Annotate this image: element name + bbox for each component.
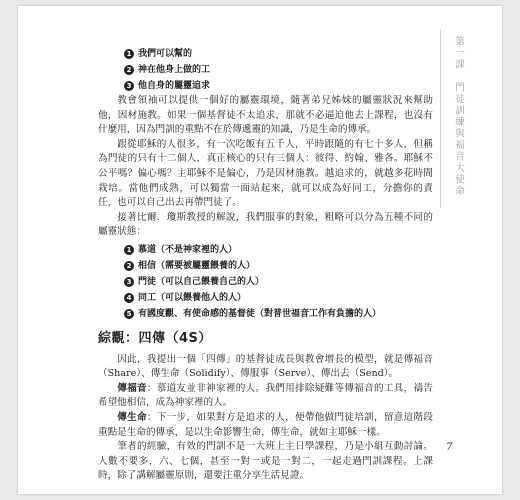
number-badge: 3: [124, 81, 134, 91]
list-item: 2 相信（需要被屬靈餵養的人）: [124, 258, 433, 274]
number-badge: 5: [124, 309, 134, 319]
list-item: 4 同工（可以餵養他人的人）: [124, 290, 433, 306]
paragraph: 傳福音：慕道友並非神家裡的人。我們用排除疑難等傳福音的工具，禱告希望他相信，成為神家裡的人。: [98, 382, 434, 409]
paragraph: 跟從耶穌的人很多，有一次吃飯有五千人，平時跟隨的有七十多人，但稱為門徒的只有十二個人，真正核心的只有三個人：彼得、約翰、雅各。耶穌不公平嗎？偏心嗎？主耶穌不是偏心，乃是因材施教。越追求的，就越多花時間栽培。當他們成熟，可以獨當一面站起來，就可以成為好同工，分擔你的責任，也可以自己出去再帶門徒了。: [98, 138, 433, 209]
list-item: 5 有國度觀、有使命感的基督徒（對普世福音工作有負擔的人）: [124, 306, 433, 322]
paragraph: 傳生命：下一步，如果對方是追求的人，便帶他做門徒培訓，留意這階段重點是生命的傳承，是以生命影響生命，傳生命，就如主耶穌一樣。: [98, 411, 434, 438]
numbered-list-a: [124, 46, 433, 94]
number-badge: 1: [124, 245, 134, 255]
paragraph: 筆者的經驗，有效的門訓不是一大班上主日學課程，乃是小組互動討論。人數不要多，六、七個，甚至一對一或是一對二，一起走過門訓課程。上課時，除了講解屬靈原則，還要注重分享生活見證。: [98, 441, 433, 482]
section-heading: 綜觀：四傳（4S）: [98, 330, 212, 346]
number-badge: 2: [124, 65, 134, 75]
document-page: [18, 6, 502, 494]
paragraph: 教會領袖可以提供一個好的屬靈環境，隨著弟兄姊妹的屬靈狀況來幫助他，因材施教。如果一個基督徒不太追求，那就不必逼迫他去上課程，也沒有什麼用，因為門訓的重點不在於傳遞靈的知識，乃是生命的傳承。: [98, 95, 433, 136]
number-badge: 2: [124, 261, 134, 271]
page-number: 7: [446, 442, 453, 453]
number-badge: 4: [124, 293, 134, 303]
chapter-running-head: 第一課 門徒訓練與福音大使命: [453, 36, 464, 197]
list-item: 3 門徒（可以自己餵養自己的人）: [124, 274, 433, 290]
term-label: 傳生命: [117, 411, 147, 423]
number-badge: 1: [124, 49, 134, 59]
term-label: 傳福音: [117, 382, 147, 394]
number-badge: 3: [124, 277, 134, 287]
page-content: [98, 46, 433, 484]
numbered-list-b: [124, 242, 433, 322]
list-item: 1 慕道（不是神家裡的人）: [124, 242, 433, 258]
list-item: 1 我們可以幫的: [124, 46, 433, 62]
paragraph: 接著比爾．瓊斯教授的解說，我們服事的對象，粗略可以分為五種不同的屬靈狀態：: [98, 211, 433, 238]
list-item: 2 神在他身上做的工: [124, 62, 433, 78]
list-item: 3 他自身的屬靈追求: [124, 78, 433, 94]
sidebar-divider: [440, 30, 441, 208]
paragraph: 因此，我提出一個「四傳」的基督徒成長與教會增長的模型，就是傳福音（Share）、傳生命（Solidify）、傳服事（Serve）、傳出去（Send）。: [98, 353, 433, 380]
